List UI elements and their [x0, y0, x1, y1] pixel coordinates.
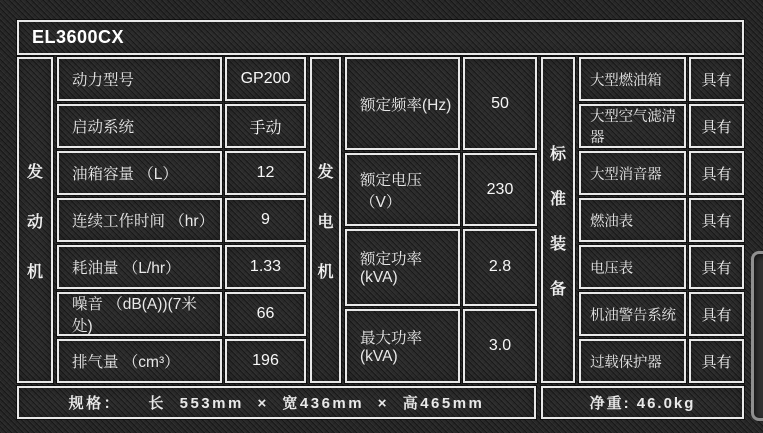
- equipment-spec-table: [579, 57, 744, 383]
- engine-group-label: [17, 57, 53, 383]
- spec-label: 动力型号: [57, 57, 222, 101]
- spec-label: 大型燃油箱: [579, 57, 686, 101]
- spec-label: 最大功率(kVA): [345, 309, 460, 383]
- spec-value: 230: [463, 153, 537, 225]
- spec-row: [57, 292, 306, 336]
- footer-bar: [17, 386, 744, 419]
- spec-row: [579, 57, 744, 101]
- spec-row: [57, 57, 306, 101]
- spec-label: 大型空气滤清器: [579, 104, 686, 148]
- spec-row: [579, 104, 744, 148]
- spec-label: 额定功率(kVA): [345, 229, 460, 306]
- spec-value: 具有: [689, 339, 744, 383]
- spec-row: [57, 198, 306, 242]
- spec-label: 耗油量 （L/hr）: [57, 245, 222, 289]
- spec-row: [579, 292, 744, 336]
- spec-value: GP200: [225, 57, 306, 101]
- spec-label: 排气量 （cm³）: [57, 339, 222, 383]
- spec-row: [345, 229, 537, 306]
- spec-row: [579, 245, 744, 289]
- spec-value: 66: [225, 292, 306, 336]
- spec-value: 12: [225, 151, 306, 195]
- group-label-char: 电: [317, 213, 334, 231]
- dimensions-text: 规格： 长 553mm × 宽436mm × 高465mm: [17, 386, 536, 419]
- spec-row: [57, 339, 306, 383]
- spec-value: 具有: [689, 57, 744, 101]
- net-weight-text: 净重: 46.0kg: [541, 386, 744, 419]
- spec-label: 燃油表: [579, 198, 686, 242]
- spec-row: [57, 245, 306, 289]
- spec-row: [57, 104, 306, 148]
- engine-spec-table: [57, 57, 306, 383]
- group-label-char: 标: [549, 146, 566, 163]
- spec-label: 启动系统: [57, 104, 222, 148]
- spec-value: 1.33: [225, 245, 306, 289]
- spec-value: 具有: [689, 245, 744, 289]
- spec-label: 大型消音器: [579, 151, 686, 195]
- group-label-char: 机: [26, 263, 43, 281]
- group-label-char: 机: [317, 263, 334, 281]
- spec-label: 额定频率(Hz): [345, 57, 460, 150]
- group-label-char: 动: [26, 213, 43, 231]
- spec-value: 具有: [689, 292, 744, 336]
- spec-value: 手动: [225, 104, 306, 148]
- spec-row: [579, 339, 744, 383]
- spec-value: 具有: [689, 104, 744, 148]
- generator-group-label: [310, 57, 341, 383]
- model-title-bar: [17, 20, 744, 55]
- spec-label: 过载保护器: [579, 339, 686, 383]
- spec-label: 额定电压 （V）: [345, 153, 460, 225]
- spec-value: 具有: [689, 151, 744, 195]
- spec-row: [345, 153, 537, 225]
- spec-row: [345, 309, 537, 383]
- equipment-group-label: [541, 57, 575, 383]
- model-title: EL3600CX: [32, 27, 125, 47]
- spec-row: [57, 151, 306, 195]
- spec-value: 具有: [689, 198, 744, 242]
- group-label-char: 发: [26, 163, 43, 181]
- spec-value: 2.8: [463, 229, 537, 306]
- spec-label: 电压表: [579, 245, 686, 289]
- spec-label: 连续工作时间 （hr）: [57, 198, 222, 242]
- spec-value: 50: [463, 57, 537, 150]
- spec-label: 噪音 （dB(A))(7米处): [57, 292, 222, 336]
- spec-row: [579, 151, 744, 195]
- spec-label: 机油警告系统: [579, 292, 686, 336]
- spec-row: [345, 57, 537, 150]
- spec-row: [579, 198, 744, 242]
- generator-spec-table: [345, 57, 537, 383]
- spec-tables-area: [17, 57, 744, 383]
- spec-value: 9: [225, 198, 306, 242]
- spec-value: 3.0: [463, 309, 537, 383]
- spec-value: 196: [225, 339, 306, 383]
- group-label-char: 准: [549, 191, 566, 208]
- adjacent-panel-edge: [751, 251, 763, 421]
- group-label-char: 装: [549, 236, 566, 253]
- group-label-char: 备: [549, 281, 566, 298]
- spec-label: 油箱容量 （L）: [57, 151, 222, 195]
- group-label-char: 发: [317, 163, 334, 181]
